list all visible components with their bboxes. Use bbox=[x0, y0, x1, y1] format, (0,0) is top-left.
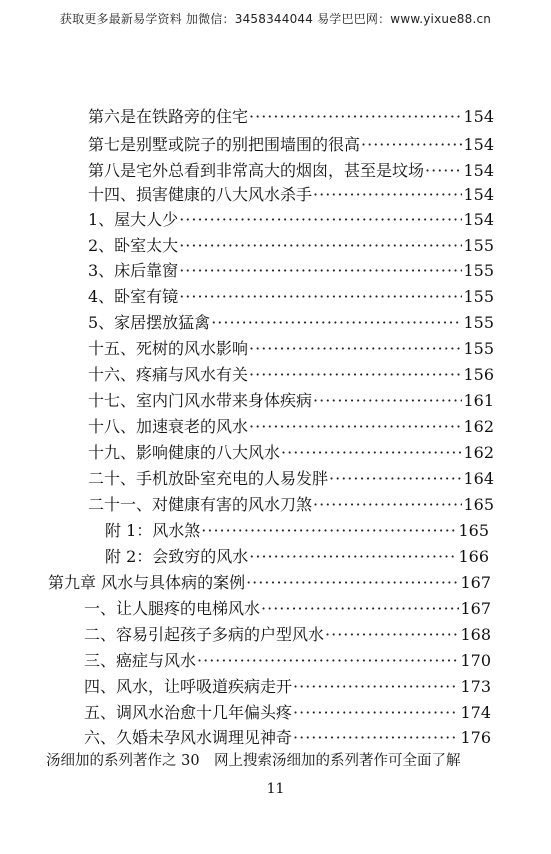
toc-entry-page: 161 bbox=[463, 391, 494, 410]
toc-entry-title: 2、卧室太大 bbox=[88, 236, 179, 255]
toc-entry-page: 154 bbox=[463, 210, 494, 229]
toc-leader-dots bbox=[249, 546, 457, 568]
toc-leader-dots bbox=[179, 235, 462, 257]
toc-entry bbox=[88, 184, 494, 206]
toc-entry-title: 二十一、对健康有害的风水刀煞 bbox=[88, 495, 313, 514]
toc-entry-title: 五、调风水治愈十几年偏头疼 bbox=[84, 703, 293, 722]
toc-entry bbox=[88, 134, 494, 156]
toc-entry-page: 165 bbox=[463, 495, 494, 514]
toc-leader-dots bbox=[249, 338, 462, 360]
toc-leader-dots bbox=[179, 286, 462, 308]
toc-entry-title: 5、家居摆放猛禽 bbox=[88, 313, 211, 332]
toc-leader-dots bbox=[179, 260, 462, 282]
toc-entry-title: 一、让人腿疼的电梯风水 bbox=[84, 599, 261, 618]
toc-leader-dots bbox=[293, 676, 459, 698]
series-footer-note: 汤细加的系列著作之 30 网上搜索汤细加的系列著作可全面了解 bbox=[46, 753, 461, 769]
toc-entry bbox=[88, 260, 494, 282]
toc-entry-title: 三、癌症与风水 bbox=[84, 651, 197, 670]
toc-leader-dots bbox=[211, 312, 462, 334]
toc-entry-page: 162 bbox=[463, 443, 494, 462]
toc-entry bbox=[88, 160, 494, 182]
toc-entry bbox=[88, 209, 494, 231]
toc-entry-title: 4、卧室有镜 bbox=[88, 287, 179, 306]
toc-entry-page: 166 bbox=[458, 547, 489, 566]
toc-leader-dots bbox=[313, 494, 462, 516]
toc-leader-dots bbox=[261, 598, 459, 620]
toc-entry-title: 第九章 风水与具体病的案例 bbox=[48, 573, 246, 592]
toc-entry bbox=[88, 442, 494, 464]
toc-entry-page: 167 bbox=[460, 573, 491, 592]
toc-entry bbox=[88, 235, 494, 257]
toc-entry bbox=[88, 468, 494, 490]
toc-entry-title: 十六、疼痛与风水有关 bbox=[88, 365, 249, 384]
toc-entry bbox=[88, 390, 494, 412]
toc-entry-title: 附 1：风水煞 bbox=[105, 521, 201, 540]
toc-entry-title: 四、风水，让呼吸道疾病走开 bbox=[84, 677, 293, 696]
toc-entry-title: 3、床后靠窗 bbox=[88, 261, 179, 280]
toc-leader-dots bbox=[249, 416, 462, 438]
toc-leader-dots bbox=[249, 106, 462, 128]
toc-leader-dots bbox=[293, 702, 459, 724]
toc-entry-page: 165 bbox=[458, 521, 489, 540]
toc-entry bbox=[88, 416, 494, 438]
toc-entry bbox=[88, 338, 494, 360]
toc-entry-page: 167 bbox=[460, 599, 491, 618]
toc-leader-dots bbox=[325, 624, 459, 646]
toc-entry-title: 十四、损害健康的八大风水杀手 bbox=[88, 185, 313, 204]
toc-entry-page: 162 bbox=[463, 417, 494, 436]
toc-entry-page: 155 bbox=[463, 339, 494, 358]
toc-entry-page: 155 bbox=[463, 313, 494, 332]
toc-entry-title: 六、久婚未孕风水调理见神奇 bbox=[84, 728, 293, 747]
toc-leader-dots bbox=[425, 160, 462, 182]
toc-entry bbox=[88, 312, 494, 334]
toc-entry-title: 十五、死树的风水影响 bbox=[88, 339, 249, 358]
toc-entry-title: 十九、影响健康的八大风水 bbox=[88, 443, 281, 462]
toc-entry-title: 第七是别墅或院子的别把围墙围的很高 bbox=[88, 135, 361, 154]
toc-entry-title: 二十、手机放卧室充电的人易发胖 bbox=[88, 469, 329, 488]
toc-entry bbox=[84, 624, 491, 646]
toc-entry bbox=[88, 286, 494, 308]
toc-entry-page: 170 bbox=[460, 651, 491, 670]
toc-entry-title: 1、屋大人少 bbox=[88, 210, 179, 229]
toc-entry bbox=[84, 650, 491, 672]
toc-entry-page: 164 bbox=[463, 469, 494, 488]
toc-entry-page: 154 bbox=[463, 107, 494, 126]
toc-leader-dots bbox=[293, 727, 459, 749]
toc-entry bbox=[84, 598, 491, 620]
toc-entry-title: 二、容易引起孩子多病的户型风水 bbox=[84, 625, 325, 644]
toc-entry bbox=[84, 676, 491, 698]
toc-entry-title: 十七、室内门风水带来身体疾病 bbox=[88, 391, 313, 410]
toc-entry bbox=[84, 727, 491, 749]
toc-leader-dots bbox=[281, 442, 462, 464]
toc-entry-title: 附 2：会致穷的风水 bbox=[105, 547, 249, 566]
download-header: 获取更多最新易学资料 加微信：3458344044 易学巴巴网：www.yixue88.cn bbox=[59, 12, 492, 26]
toc-entry-title: 十八、加速衰老的风水 bbox=[88, 417, 249, 436]
toc-entry-page: 173 bbox=[460, 677, 491, 696]
toc-chapter-entry bbox=[48, 572, 491, 594]
toc-entry-page: 156 bbox=[463, 365, 494, 384]
toc-entry-page: 155 bbox=[463, 287, 494, 306]
toc-entry-page: 154 bbox=[463, 135, 494, 154]
toc-entry bbox=[105, 546, 489, 568]
toc-entry-page: 168 bbox=[460, 625, 491, 644]
toc-entry bbox=[88, 364, 494, 386]
toc-leader-dots bbox=[313, 184, 462, 206]
toc-leader-dots bbox=[249, 364, 462, 386]
toc-leader-dots bbox=[361, 134, 462, 156]
toc-entry bbox=[88, 106, 494, 128]
toc-entry bbox=[84, 702, 491, 724]
toc-leader-dots bbox=[179, 209, 462, 231]
toc-leader-dots bbox=[313, 390, 462, 412]
toc-leader-dots bbox=[329, 468, 462, 490]
toc-entry-title: 第八是宅外总看到非常高大的烟囱，甚至是坟场 bbox=[88, 161, 425, 180]
toc-leader-dots bbox=[197, 650, 459, 672]
toc-entry-page: 176 bbox=[460, 728, 491, 747]
toc-leader-dots bbox=[201, 520, 457, 542]
toc-leader-dots bbox=[246, 572, 459, 594]
toc-entry-title: 第六是在铁路旁的住宅 bbox=[88, 107, 249, 126]
toc-entry-page: 154 bbox=[463, 161, 494, 180]
toc-entry-page: 155 bbox=[463, 261, 494, 280]
toc-entry bbox=[105, 520, 489, 542]
toc-entry bbox=[88, 494, 494, 516]
page-number: 11 bbox=[266, 781, 285, 797]
toc-entry-page: 155 bbox=[463, 236, 494, 255]
toc-entry-page: 154 bbox=[463, 185, 494, 204]
toc-entry-page: 174 bbox=[460, 703, 491, 722]
